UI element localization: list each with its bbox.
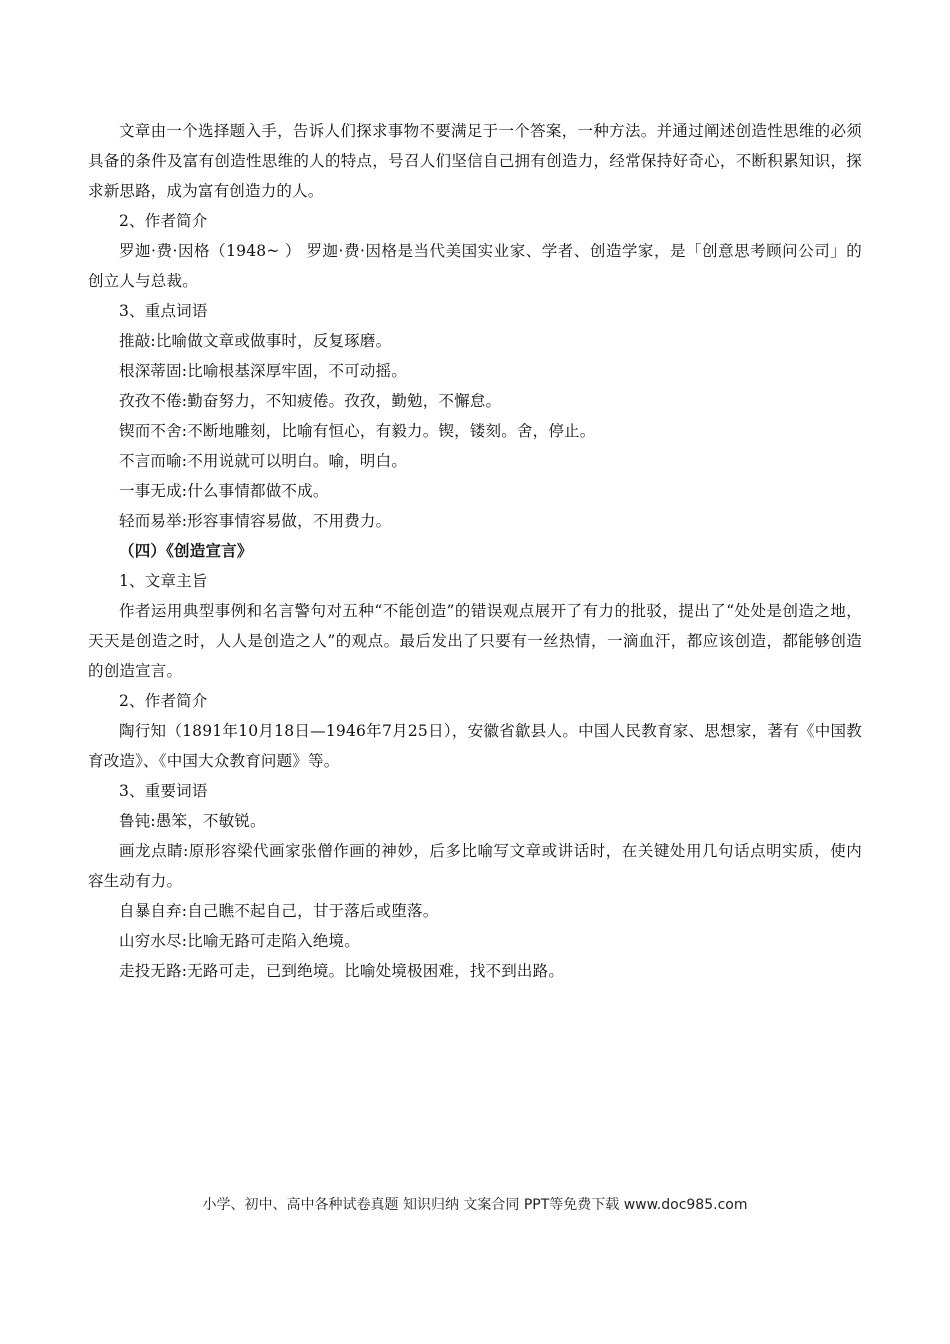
section-heading-theme: 1、文章主旨 <box>119 572 208 590</box>
vocab-item: 一事无成:什么事情都做不成。 <box>119 482 329 500</box>
vocab-item: 根深蒂固:比喻根基深厚牢固，不可动摇。 <box>119 362 408 380</box>
section-heading-vocabulary: 3、重点词语 <box>119 302 208 320</box>
section-heading-author: 2、作者简介 <box>119 212 208 230</box>
paragraph-author-intro: 陶行知（1891年10月18日—1946年7月25日），安徽省歙县人。中国人民教育家、思想家，著有《中国教育改造》、《中国大众教育问题》等。 <box>88 722 862 770</box>
vocab-item: 锲而不舍:不断地雕刻，比喻有恒心，有毅力。锲，镂刻。舍，停止。 <box>119 422 596 440</box>
page-footer: 小学、初中、高中各种试卷真题 知识归纳 文案合同 PPT等免费下载 www.doc985.com <box>202 1197 748 1213</box>
paragraph-theme: 作者运用典型事例和名言警句对五种“不能创造”的错误观点展开了有力的批驳，提出了“处处是创造之地，天天是创造之时，人人是创造之人”的观点。最后发出了只要有一丝热情，一滴血汗，都应该创造，都能够创造的创造宣言。 <box>88 602 862 680</box>
vocab-item: 画龙点睛:原形容梁代画家张僧作画的神妙，后多比喻写文章或讲话时，在关键处用几句话点明实质，使内容生动有力。 <box>88 842 862 890</box>
vocab-item: 轻而易举:形容事情容易做，不用费力。 <box>119 512 392 530</box>
vocab-item: 自暴自弃:自己瞧不起自己，甘于落后或堕落。 <box>119 902 439 920</box>
chapter-heading: （四）《创造宣言》 <box>119 541 253 560</box>
vocab-item: 孜孜不倦:勤奋努力，不知疲倦。孜孜，勤勉，不懈怠。 <box>119 392 502 410</box>
vocab-item: 山穷水尽:比喻无路可走陷入绝境。 <box>119 932 360 950</box>
section-heading-author: 2、作者简介 <box>119 692 208 710</box>
vocab-item: 走投无路:无路可走，已到绝境。比喻处境极困难，找不到出路。 <box>119 962 565 980</box>
paragraph-author-intro: 罗迦·费·因格（1948~ ） 罗迦·费·因格是当代美国实业家、学者、创造学家，是「创意思考顾问公司」的创立人与总裁。 <box>88 242 862 290</box>
vocab-item: 不言而喻:不用说就可以明白。喻，明白。 <box>119 452 408 470</box>
paragraph-summary: 文章由一个选择题入手，告诉人们探求事物不要满足于一个答案，一种方法。并通过阐述创造性思维的必须具备的条件及富有创造性思维的人的特点，号召人们坚信自己拥有创造力，经常保持好奇心，不断积累知识，探求新思路，成为富有创造力的人。 <box>88 122 862 200</box>
document-body <box>88 116 862 986</box>
section-heading-vocabulary: 3、重要词语 <box>119 782 208 800</box>
vocab-item: 鲁钝:愚笨，不敏锐。 <box>119 812 266 830</box>
vocab-item: 推敲:比喻做文章或做事时，反复琢磨。 <box>119 332 392 350</box>
